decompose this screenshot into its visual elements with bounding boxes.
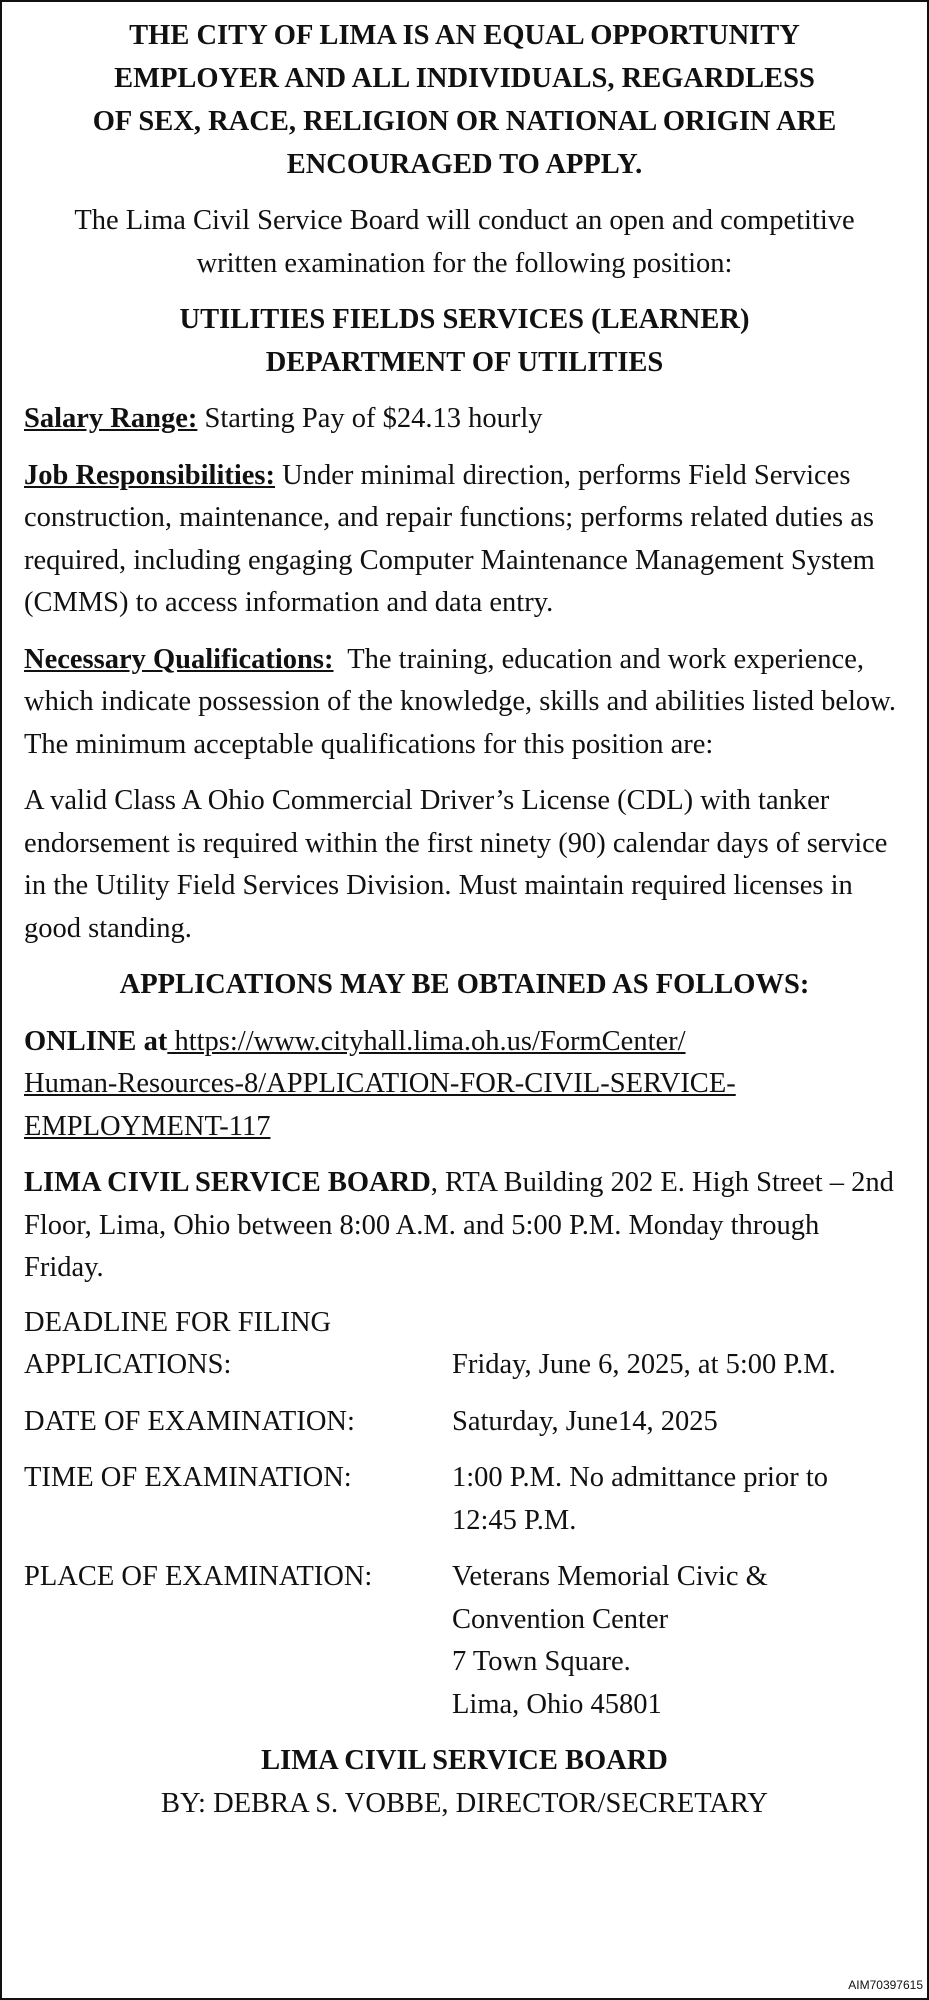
exam-place-line: 7 Town Square.	[452, 1646, 631, 1677]
exam-place-line: Lima, Ohio 45801	[452, 1688, 662, 1720]
eeo-heading	[24, 14, 905, 186]
board-office-label: LIMA CIVIL SERVICE BOARD	[24, 1167, 431, 1198]
schedule-row-date	[24, 1401, 905, 1444]
exam-time-value	[452, 1457, 905, 1542]
exam-time-line: 12:45 P.M.	[452, 1504, 577, 1536]
schedule-row-place	[24, 1556, 905, 1726]
department-name: DEPARTMENT OF UTILITIES	[265, 346, 664, 378]
exam-time-label: TIME OF EXAMINATION:	[24, 1462, 352, 1493]
deadline-label-line: APPLICATIONS:	[24, 1349, 232, 1380]
board-name: LIMA CIVIL SERVICE BOARD	[261, 1745, 668, 1776]
responsibilities-label: Job Responsibilities:	[24, 459, 276, 491]
exam-place-label: PLACE OF EXAMINATION:	[24, 1561, 373, 1592]
application-url-link[interactable]: EMPLOYMENT-117	[24, 1110, 271, 1142]
license-requirement: A valid Class A Ohio Commercial Driver’s License (CDL) with tanker endorsement is required within the first ninety (90) calendar days of service in the Utility Field Services Division. Must maintain required licenses in good standing.	[24, 785, 888, 944]
deadline-value	[452, 1302, 905, 1387]
application-url-link[interactable]: https://www.cityhall.lima.oh.us/FormCenter/	[167, 1025, 686, 1057]
exam-place-value	[452, 1556, 905, 1726]
deadline-label-line: DEADLINE FOR FILING	[24, 1306, 332, 1338]
exam-schedule	[24, 1302, 905, 1727]
salary-label: Salary Range:	[24, 403, 198, 434]
responsibilities-text: Under minimal direction, performs Field Services construction, maintenance, and repair functions; performs related duties as required, including engaging Computer Maintenance Management System (CMMS) to access information and data entry.	[24, 459, 875, 618]
intro-text: The Lima Civil Service Board will conduct an open and competitive written examination for the following position:	[74, 205, 855, 279]
eeo-heading-line: ENCOURAGED TO APPLY.	[286, 149, 643, 180]
deadline-value-text: Friday, June 6, 2025, at 5:00 P.M.	[452, 1349, 836, 1380]
eeo-heading-line: EMPLOYER AND ALL INDIVIDUALS, REGARDLESS	[114, 63, 815, 94]
exam-date-value: Saturday, June14, 2025	[452, 1405, 718, 1437]
ad-id: AIM70397615	[848, 1978, 923, 1992]
exam-place-line: Convention Center	[452, 1603, 669, 1635]
signature-line: BY: DEBRA S. VOBBE, DIRECTOR/SECRETARY	[161, 1787, 768, 1819]
qualifications-label: Necessary Qualifications:	[24, 643, 334, 675]
exam-place-line: Veterans Memorial Civic &	[452, 1561, 768, 1592]
application-url-link[interactable]: Human-Resources-8/APPLICATION-FOR-CIVIL-SERVICE-	[24, 1068, 736, 1099]
salary-text: Starting Pay of $24.13 hourly	[197, 403, 543, 434]
position-title: UTILITIES FIELDS SERVICES (LEARNER)	[179, 304, 750, 335]
eeo-heading-line: THE CITY OF LIMA IS AN EQUAL OPPORTUNITY	[129, 20, 800, 51]
schedule-row-deadline	[24, 1302, 905, 1387]
qualifications-text: The training, education and work experience, which indicate possession of the knowledge, skills and abilities listed below. The minimum acceptable qualifications for this position are:	[24, 643, 910, 760]
deadline-label	[24, 1302, 452, 1387]
exam-date-label: DATE OF EXAMINATION:	[24, 1405, 355, 1437]
online-application	[24, 1021, 905, 1149]
applications-heading: APPLICATIONS MAY BE OBTAINED AS FOLLOWS:	[119, 969, 810, 1000]
schedule-row-time	[24, 1457, 905, 1542]
online-label: ONLINE at	[24, 1025, 168, 1057]
salary-section	[24, 398, 905, 441]
exam-time-line: 1:00 P.M. No admittance prior to	[452, 1462, 828, 1493]
in-person-application	[24, 1162, 905, 1290]
responsibilities-section	[24, 455, 905, 625]
qualifications-section	[24, 639, 910, 767]
position-block	[24, 299, 905, 384]
signature-block	[24, 1740, 905, 1825]
eeo-heading-line: OF SEX, RACE, RELIGION OR NATIONAL ORIGIN ARE	[92, 106, 837, 137]
board-office-text: , RTA Building 202 E. High Street – 2nd Floor, Lima, Ohio between 8:00 A.M. and 5:00 P.M. Monday through Friday.	[24, 1167, 894, 1283]
